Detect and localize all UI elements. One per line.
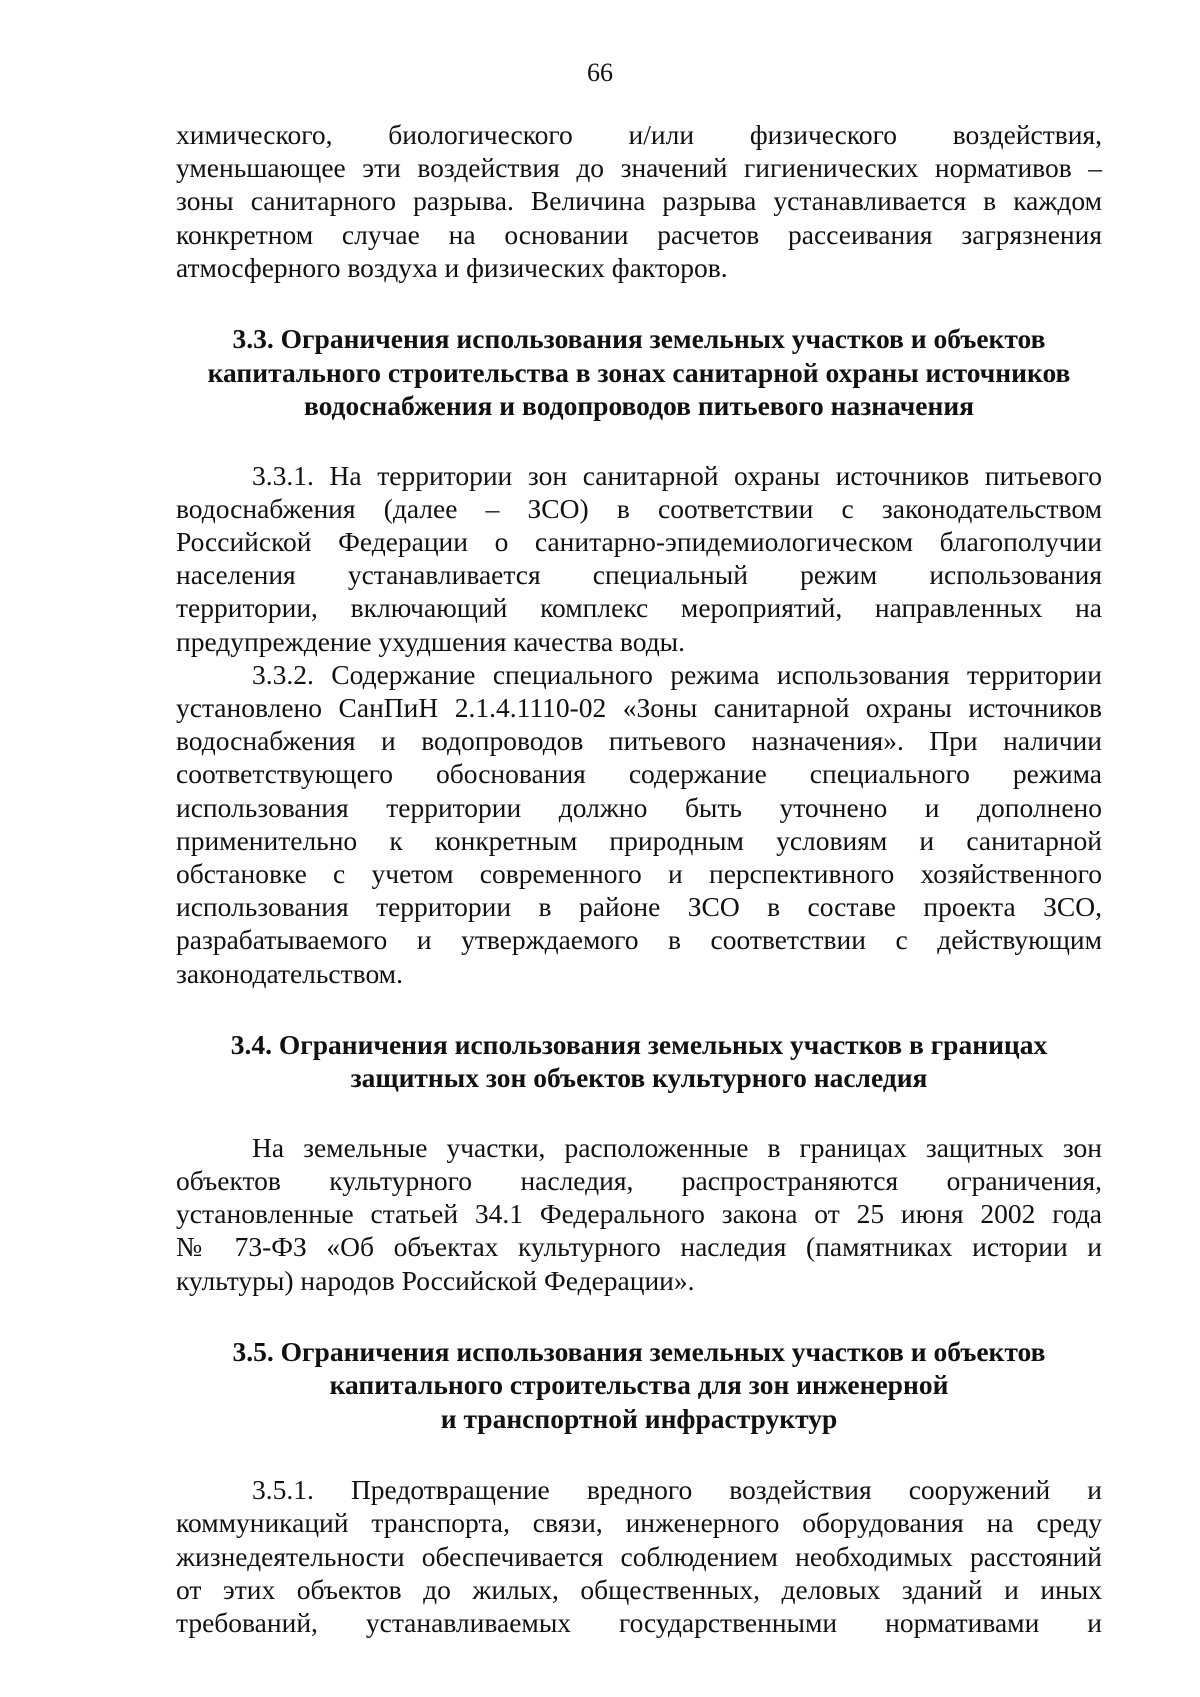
text-line: конкретном случае на основании расчетов рассеивания загрязнения [176,218,1102,250]
document-body [176,118,1102,1639]
text-line: На земельные участки, расположенные в границах защитных зон [252,1131,1102,1163]
text-line: использования территории в районе ЗСО в составе проекта ЗСО, [176,891,1102,923]
text-line: разрабатываемого и утверждаемого в соответствии с действующим [176,924,1102,956]
text-line: установленные статьей 34.1 Федерального закона от 25 июня 2002 года [176,1198,1102,1230]
heading-line: капитального строительства для зон инженерной [329,1369,949,1401]
heading-line: защитных зон объектов культурного наследия [350,1062,928,1094]
paragraph-3-4 [176,1131,1102,1297]
section-heading-3-4 [176,1028,1102,1095]
text-line: предупреждение ухудшения качества воды. [176,625,686,657]
heading-line: и транспортной инфраструктур [440,1402,838,1434]
text-line: 3.3.1. На территории зон санитарной охраны источников питьевого [252,459,1102,491]
text-line: требований, устанавливаемых государственными нормативами и [176,1607,1102,1639]
text-line: установлено СанПиН 2.1.4.1110-02 «Зоны санитарной охраны источников [176,691,1102,723]
section-heading-3-3 [176,322,1102,423]
text-line: атмосферного воздуха и физических факторов. [176,251,728,283]
heading-line: 3.4. Ограничения использования земельных участков в границах [230,1028,1048,1060]
text-line: Российской Федерации о санитарно-эпидемиологическом благополучии [176,525,1102,557]
text-line: коммуникаций транспорта, связи, инженерного оборудования на среду [176,1507,1102,1539]
heading-line: водоснабжения и водопроводов питьевого назначения [303,390,975,422]
text-line: соответствующего обоснования содержание специального режима [176,758,1102,790]
text-line: населения устанавливается специальный режим использования [176,559,1102,591]
text-line: 3.3.2. Содержание специального режима использования территории [252,658,1102,690]
paragraph-3-3-2 [176,658,1102,990]
heading-line: 3.3. Ограничения использования земельных участков и объектов [232,323,1046,355]
paragraph-continuation [176,118,1102,284]
text-line: № 73-ФЗ «Об объектах культурного наследия (памятниках истории и [176,1231,1102,1263]
text-line: объектов культурного наследия, распространяются ограничения, [176,1164,1102,1196]
text-line: от этих объектов до жилых, общественных, деловых зданий и иных [176,1573,1102,1605]
text-line: жизнедеятельности обеспечивается соблюдением необходимых расстояний [176,1540,1102,1572]
paragraph-3-5-1 [176,1473,1102,1639]
text-line: уменьшающее эти воздействия до значений гигиенических нормативов – [176,152,1102,184]
section-heading-3-5 [176,1335,1102,1436]
text-line: территории, включающий комплекс мероприятий, направленных на [176,592,1102,624]
paragraph-3-3-1 [176,459,1102,658]
text-line: использования территории должно быть уточнено и дополнено [176,791,1102,823]
text-line: применительно к конкретным природным условиям и санитарной [176,824,1102,856]
text-line: 3.5.1. Предотвращение вредного воздействия сооружений и [252,1474,1102,1506]
heading-line: 3.5. Ограничения использования земельных участков и объектов [232,1335,1046,1367]
text-line: зоны санитарного разрыва. Величина разрыва устанавливается в каждом [176,185,1102,217]
text-line: обстановке с учетом современного и перспективного хозяйственного [176,857,1102,889]
text-line: химического, биологического и/или физического воздействия, [176,119,1102,150]
text-line: водоснабжения и водопроводов питьевого назначения». При наличии [176,725,1102,757]
text-line: законодательством. [176,957,403,989]
text-line: водоснабжения (далее – ЗСО) в соответствии с законодательством [176,492,1102,524]
page-number: 66 [587,58,613,87]
heading-line: капитального строительства в зонах санитарной охраны источников [207,356,1071,388]
text-line: культуры) народов Российской Федерации». [176,1264,695,1296]
